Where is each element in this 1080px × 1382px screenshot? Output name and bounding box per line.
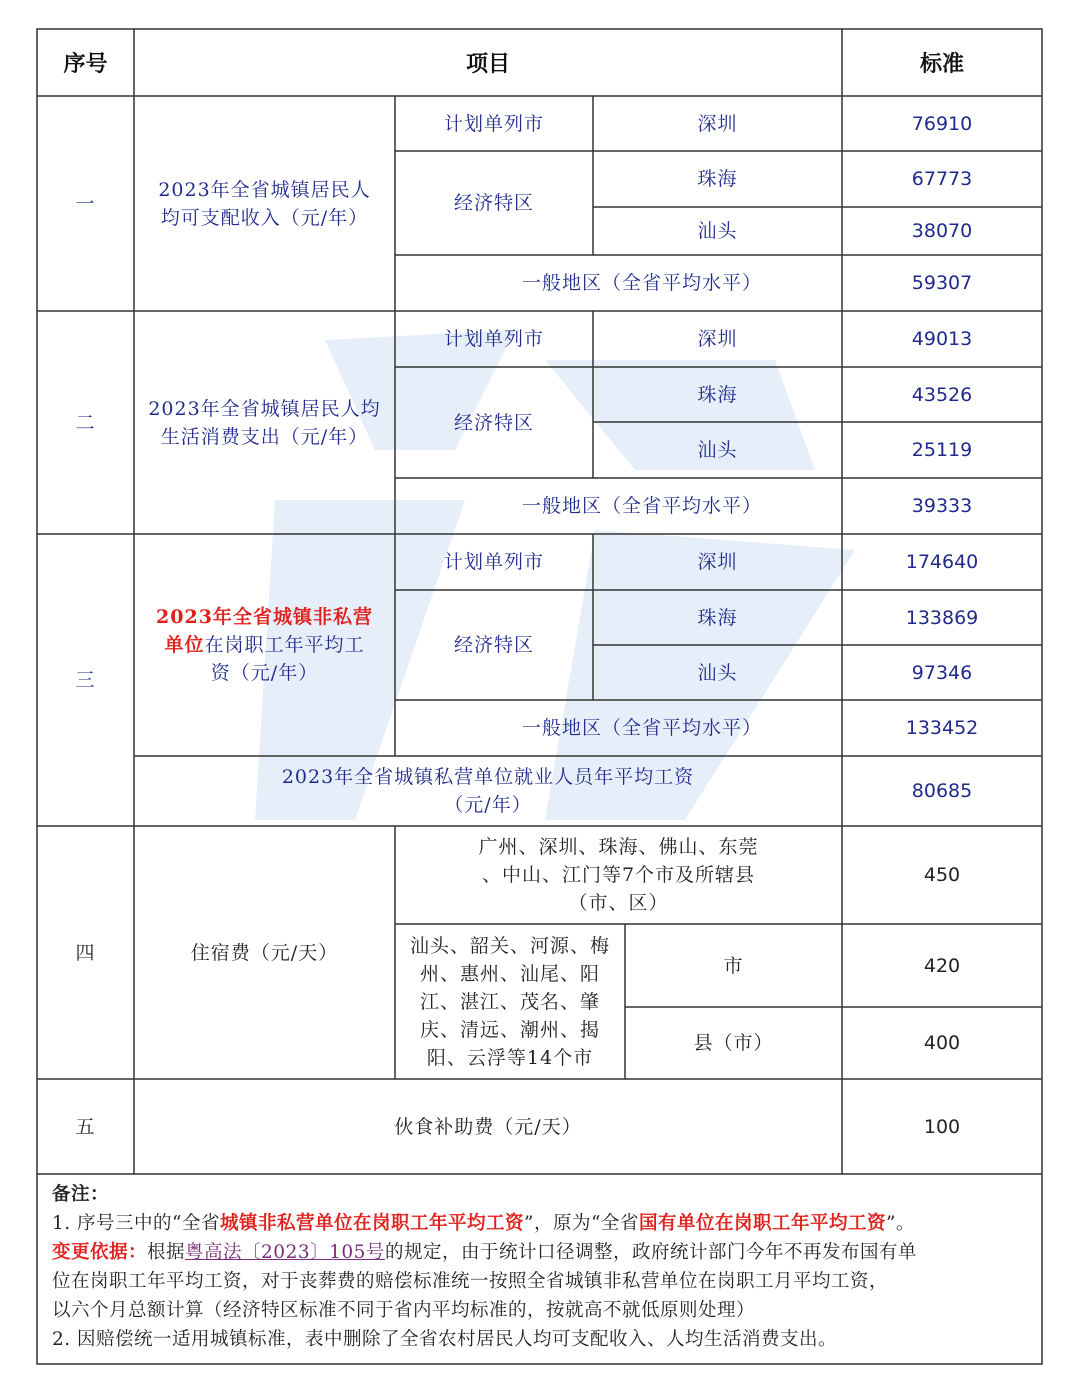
note-1-a: 1. 序号三中的“全省 — [52, 1213, 220, 1234]
section-3-private-line1: 2023年全省城镇私营单位就业人员年平均工资 — [281, 766, 695, 788]
section-3-title — [134, 534, 395, 756]
note-basis-line2: 位在岗职工年平均工资，对于丧葬费的赔偿标准统一按照全省城镇非私营单位在岗职工月平均工资， — [52, 1271, 889, 1292]
section-1-general: 一般地区（全省平均水平） — [521, 272, 762, 294]
section-4-county-value: 400 — [923, 1032, 961, 1054]
section-5-index: 五 — [75, 1115, 96, 1138]
section-1-city-shantou: 汕头 — [697, 220, 738, 242]
note-basis-link[interactable]: 粤高法〔2023〕105号 — [185, 1242, 385, 1263]
section-1-value-shenzhen: 76910 — [911, 112, 973, 135]
section-3-title-rest2: 资（元/年） — [210, 662, 319, 684]
section-4-city-value: 420 — [923, 954, 961, 977]
section-3-general: 一般地区（全省平均水平） — [521, 717, 762, 739]
section-2-category-sez: 经济特区 — [453, 411, 534, 434]
section-1-value-zhuhai: 67773 — [911, 168, 973, 190]
section-3-city-shenzhen: 深圳 — [697, 551, 738, 573]
section-3-value-shantou: 97346 — [911, 661, 973, 684]
section-1-title-line1: 2023年全省城镇居民人 — [158, 178, 371, 201]
section-3-city-zhuhai: 珠海 — [697, 606, 738, 629]
section-4-row1-line1: 广州、深圳、珠海、佛山、东莞 — [478, 836, 759, 858]
section-2-general: 一般地区（全省平均水平） — [521, 495, 762, 517]
section-2-value-general: 39333 — [911, 495, 973, 517]
section-2-index: 二 — [75, 411, 96, 434]
section-4-row1-label — [395, 826, 842, 924]
section-3-value-zhuhai: 133869 — [905, 606, 979, 629]
section-4-row2-line1: 汕头、韶关、河源、梅 — [409, 934, 610, 957]
section-4-index: 四 — [75, 941, 96, 964]
section-2-value-zhuhai: 43526 — [911, 383, 973, 406]
section-4-county-label: 县（市） — [693, 1032, 774, 1054]
note-2: 2. 因赔偿统一适用城镇标准，表中删除了全省农村居民人均可支配收入、人均生活消费支出。 — [52, 1329, 838, 1350]
notes-block — [52, 1180, 1032, 1354]
section-3-title-prefix: 2023年 — [156, 606, 233, 628]
note-basis-label: 变更依据： — [52, 1242, 148, 1263]
section-2-value-shantou: 25119 — [911, 439, 973, 461]
section-3-private-value: 80685 — [911, 780, 973, 802]
section-3-title-red1: 全省城镇非私营 — [232, 606, 373, 628]
section-1-index: 一 — [75, 192, 96, 215]
section-4-row2-line3: 江、湛江、茂名、肇 — [419, 990, 600, 1013]
section-3-title-red2: 单位 — [164, 634, 205, 656]
header-item: 项目 — [465, 51, 510, 77]
section-2-category-planned: 计划单列市 — [443, 328, 544, 350]
section-3-value-shenzhen: 174640 — [905, 551, 979, 573]
section-2-title-line1: 2023年全省城镇居民人均 — [148, 397, 381, 420]
section-5-title: 伙食补助费（元/天） — [394, 1115, 582, 1138]
note-1 — [52, 1209, 1032, 1238]
section-3-category-planned: 计划单列市 — [443, 551, 544, 573]
section-3-category-sez: 经济特区 — [453, 634, 534, 656]
section-4-row1-line3: （市、区） — [568, 892, 669, 914]
section-5-value: 100 — [923, 1115, 961, 1138]
section-1-value-shantou: 38070 — [911, 220, 973, 242]
section-3-city-shantou: 汕头 — [697, 661, 738, 684]
section-3-private-line2: （元/年） — [444, 794, 532, 816]
note-basis-a: 根据 — [147, 1242, 186, 1263]
header-index: 序号 — [63, 51, 108, 77]
section-2-city-zhuhai: 珠海 — [697, 383, 738, 406]
section-2-title — [134, 311, 395, 534]
section-4-row2-line2: 州、惠州、汕尾、阳 — [419, 962, 600, 985]
section-3-value-general: 133452 — [905, 717, 979, 739]
section-1-city-shenzhen: 深圳 — [697, 112, 738, 135]
section-2-title-line2: 生活消费支出（元/年） — [160, 425, 369, 448]
section-4-city-label: 市 — [723, 954, 744, 977]
section-1-category-sez: 经济特区 — [453, 192, 534, 214]
note-basis-b: 的规定，由于统计口径调整，政府统计部门今年不再发布国有单 — [384, 1242, 917, 1263]
section-4-row2-line4: 庆、清远、潮州、揭 — [419, 1018, 600, 1041]
header-standard: 标准 — [919, 51, 964, 77]
notes-title: 备注： — [52, 1184, 110, 1205]
section-2-value-shenzhen: 49013 — [911, 328, 973, 350]
section-4-row1-line2: 、中山、江门等7个市及所辖县 — [481, 864, 756, 886]
section-3-title-rest1: 在岗职工年平均工 — [204, 634, 365, 656]
note-basis — [52, 1238, 1032, 1267]
section-1-city-zhuhai: 珠海 — [697, 168, 738, 190]
note-basis-line3: 以六个月总额计算（经济特区标准不同于省内平均标准的，按就高不就低原则处理） — [52, 1300, 756, 1321]
section-4-title: 住宿费（元/天） — [190, 941, 339, 964]
note-1-b: ”，原为“全省 — [524, 1213, 639, 1234]
section-3-private-label — [134, 756, 842, 826]
section-1-value-general: 59307 — [911, 272, 973, 294]
section-2-city-shenzhen: 深圳 — [697, 328, 738, 350]
section-4-row2-label — [395, 924, 625, 1079]
section-4-row2-line5: 阳、云浮等14个市 — [426, 1046, 594, 1069]
note-1-red2: 国有单位在岗职工年平均工资 — [638, 1213, 886, 1234]
note-1-red1: 城镇非私营单位在岗职工年平均工资 — [220, 1213, 525, 1234]
section-1-title — [134, 96, 395, 311]
section-3-index: 三 — [75, 669, 96, 691]
section-1-category-planned: 计划单列市 — [443, 112, 544, 135]
note-1-c: ”。 — [885, 1213, 915, 1234]
section-4-row1-value: 450 — [923, 864, 961, 886]
section-1-title-line2: 均可支配收入（元/年） — [160, 206, 369, 229]
section-2-city-shantou: 汕头 — [697, 439, 738, 461]
